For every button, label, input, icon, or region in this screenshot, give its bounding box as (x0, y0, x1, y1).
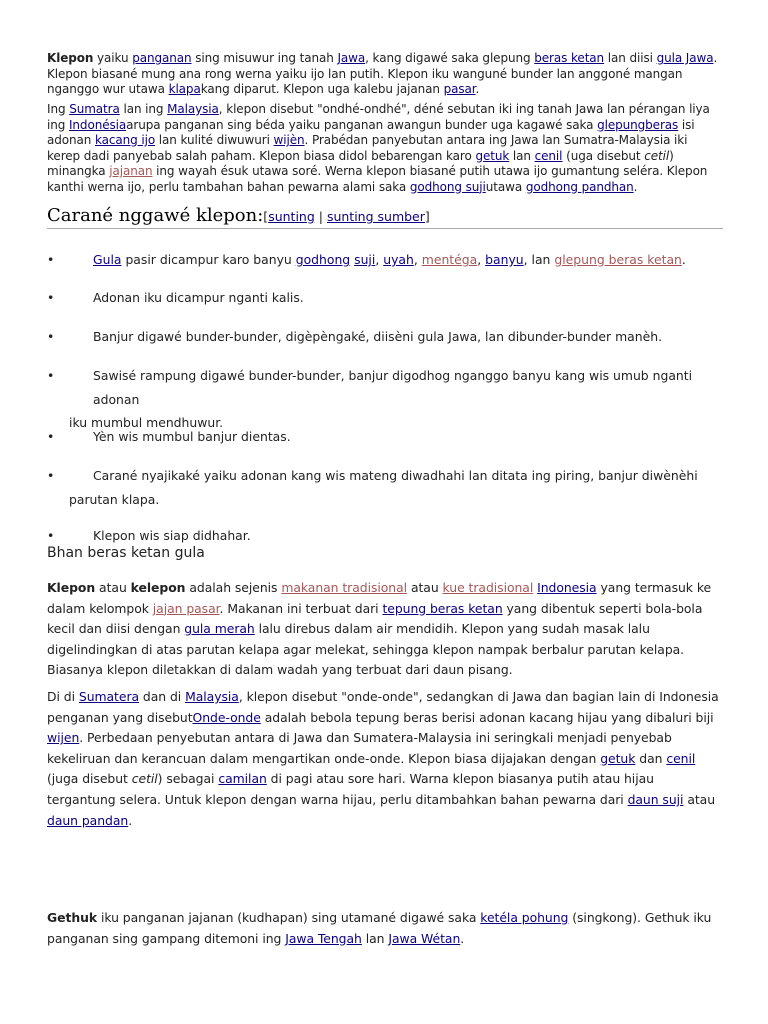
edit-link[interactable]: sunting (268, 209, 315, 224)
wiki-link[interactable]: kacang ijo (95, 133, 156, 147)
wiki-link[interactable]: Malaysia (167, 102, 219, 116)
wiki-link[interactable]: daun pandan (47, 812, 129, 828)
wiki-link[interactable]: gula merah (184, 621, 255, 637)
edit-section-links: [sunting | sunting sumber] (263, 209, 430, 224)
step-item: • Banjur digawé bunder-bunder, digèpèngaké, diisèni gula Jawa, lan dibunder-bunder manèh. (47, 329, 663, 344)
step-item: • Carané nyajikaké yaiku adonan kang wis mateng diwadhahi lan ditata ing piring, banjur diwènèhi parutan klapa. (47, 464, 723, 511)
wiki-link[interactable]: suji (354, 252, 376, 267)
wiki-link[interactable]: cenil (534, 148, 563, 163)
wiki-link[interactable]: Sumatera (78, 689, 140, 704)
paragraph-klepon-regional: Ing Sumatra lan ing Malaysia, klepon disebut "ondhé-ondhé", déné sebutan iki ing tanah Jawa lan pérangan liya ing Indonésiaarupa panganan sing béda yaiku panganan awangun bunder uga kagawé saka glepungberas isi adonan kacang ijo lan kulité diwuwuri wijèn. Prabédan panyebutan antara ing Jawa lan Sumatra-Malaysia iki kerep dadi panyebab salah paham. Klepon biasa didol bebarengan karo getuk lan cenil (uga disebut cetil) minangka jajanan ing wayah ésuk utawa soré. Werna klepon biasané putih utawa ijo gumantung seléra. Klepon kanthi werna ijo, perlu tambahan bahan pewarna alami saka godhong sujiutawa godhong pandhan. (47, 102, 710, 194)
wiki-link[interactable]: Gula (93, 252, 122, 267)
italic-term: cetil (131, 771, 158, 787)
wiki-link[interactable]: pasar (443, 82, 476, 96)
red-wiki-link[interactable]: kue tradisional (442, 580, 534, 595)
wiki-link[interactable]: klapa (168, 82, 201, 96)
wiki-link[interactable]: Jawa Wétan (388, 930, 461, 946)
wiki-link[interactable]: banyu (485, 252, 524, 267)
edit-source-link[interactable]: sunting sumber (326, 209, 425, 224)
red-wiki-link[interactable]: jajanan (109, 164, 153, 178)
paragraph-gethuk: Gethuk iku panganan jajanan (kudhapan) sing utamané digawé saka ketéla pohung (singkong). Gethuk iku panganan sing gampang ditemoni ing Jawa Tengah lan Jawa Wétan. (47, 910, 712, 946)
wiki-link[interactable]: godhong suji (409, 179, 486, 194)
wiki-link[interactable]: uyah (383, 252, 414, 267)
wiki-link[interactable]: getuk (600, 750, 636, 766)
wiki-link[interactable]: ketéla pohung (480, 910, 569, 925)
section-heading (47, 204, 723, 229)
wiki-link[interactable]: Malaysia (185, 689, 239, 704)
wiki-link[interactable]: glepungberas (597, 117, 679, 132)
red-wiki-link[interactable]: mentéga (421, 252, 478, 267)
paragraph-klepon-intro: Klepon yaiku panganan sing misuwur ing tanah Jawa, kang digawé saka glepung beras ketan lan diisi gula Jawa. Klepon biasané mung ana rong werna yaiku ijo lan putih. Klepon iku wanguné bunder lan anggoné mangan nganggo wur utawa klapakang diparut. Klepon uga kalebu jajanan pasar. (47, 51, 718, 96)
wiki-link[interactable]: Jawa Tengah (285, 930, 362, 946)
wiki-link[interactable]: godhong pandhan (525, 179, 634, 194)
red-wiki-link[interactable]: jajan pasar (152, 600, 220, 616)
wiki-link[interactable]: Onde-onde (192, 709, 261, 725)
wiki-link[interactable]: Jawa (337, 51, 366, 65)
step-item: • Klepon wis siap didhahar. (47, 528, 251, 543)
italic-term: cetil (644, 148, 670, 163)
wiki-link[interactable]: wijèn (273, 133, 305, 147)
bold-term: Klepon (47, 51, 94, 65)
line-continuation: iku mumbul mendhuwur. (69, 415, 224, 430)
line-continuation: parutan klapa. (69, 491, 160, 507)
wiki-link[interactable]: getuk (475, 148, 510, 163)
step-item: • Adonan iku dicampur nganti kalis. (47, 290, 304, 305)
wiki-link[interactable]: panganan (132, 51, 192, 65)
wiki-link[interactable]: godhong (295, 252, 351, 267)
section-title: Carané nggawé klepon: (47, 205, 264, 226)
paragraph-onde-onde: Di di Sumatera dan di Malaysia, klepon disebut "onde-onde", sedangkan di Jawa dan bagian lain di Indonesia penganan yang disebutOnde-onde adalah bebola tepung beras berisi adonan kacang hijau yang dibaluri biji wijen. Perbedaan penyebutan antara di Jawa dan Sumatera-Malaysia ini seringkali menjadi penyebab kekeliruan dan kerancuan dalam mengartikan onde-onde. Klepon biasa dijajakan dengan getuk dan cenil (juga disebut cetil) sebagai camilan di pagi atau sore hari. Warna klepon biasanya putih atau hijau tergantung selera. Untuk klepon dengan warna hijau, perlu ditambahkan bahan pewarna dari daun suji atau daun pandan. (47, 689, 719, 828)
red-wiki-link[interactable]: glepung beras ketan (554, 252, 682, 267)
wiki-link[interactable]: Sumatra (69, 102, 120, 116)
subheading: Bhan beras ketan gula (47, 545, 205, 561)
paragraph-klepon-indonesian: Klepon atau kelepon adalah sejenis makanan tradisional atau kue tradisional Indonesia yang termasuk ke dalam kelompok jajan pasar. Makanan ini terbuat dari tepung beras ketan yang dibentuk seperti bola-bola kecil dan diisi dengan gula merah lalu direbus dalam air mendidih. Klepon yang sudah masak lalu digelindingkan di atas parutan kelapa agar melekat, sehingga klepon nampak berbalur parutan kelapa. Biasanya klepon diletakkan di dalam wadah yang terbuat dari daun pisang. (47, 580, 712, 678)
wiki-link[interactable]: tepung beras ketan (382, 600, 503, 616)
wiki-link[interactable]: camilan (218, 771, 267, 787)
bold-term: Klepon (47, 580, 96, 595)
step-item: • Gula pasir dicampur karo banyu godhong suji, uyah, mentéga, banyu, lan glepung beras ketan. (47, 252, 686, 267)
red-wiki-link[interactable]: makanan tradisional (281, 580, 408, 595)
bold-term: kelepon (130, 580, 186, 595)
bold-term: Gethuk (47, 910, 98, 925)
step-item: • Yèn wis mumbul banjur dientas. (47, 429, 291, 444)
wiki-link[interactable]: Indonésia (68, 117, 127, 132)
wiki-link[interactable]: gula Jawa (656, 51, 714, 65)
wiki-link[interactable]: daun suji (627, 791, 684, 807)
wiki-link[interactable]: wijen (47, 730, 80, 746)
wiki-link[interactable]: beras ketan (534, 51, 605, 65)
wiki-link[interactable]: cenil (666, 750, 696, 766)
wiki-link[interactable]: Indonesia (537, 580, 597, 595)
step-item: • Sawisé rampung digawé bunder-bunder, banjur digodhog nganggo banyu kang wis umub nganti adonan iku mumbul mendhuwur. (47, 364, 723, 435)
